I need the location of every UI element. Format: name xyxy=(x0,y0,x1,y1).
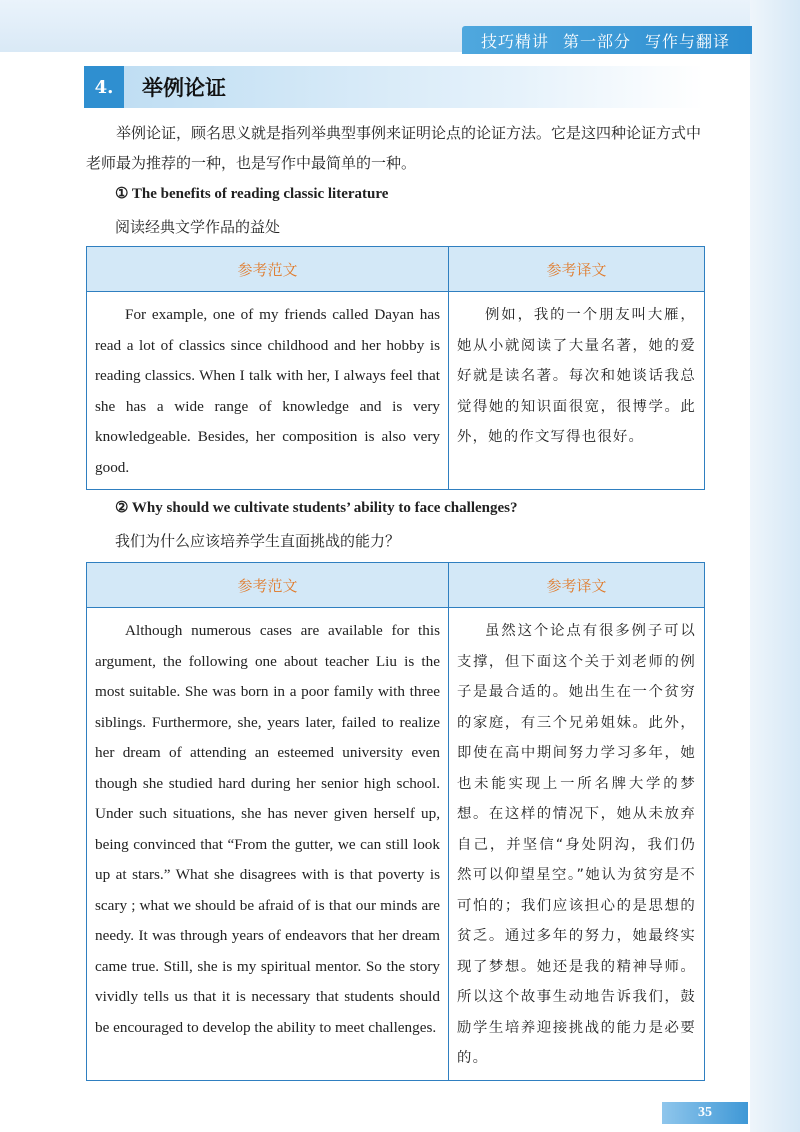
topic-2-essay-en: Although numerous cases are available for this argument, the following one about teacher Liu is the most suitable. She was born in a poor family with three siblings. Furthermore, she, years later, failed to realize her dream of attending an esteemed university even though she studied hard during her senior high school. Under such situations, she has never given herself up, being convinced that “From the gutter, we can still look up at stars.” What she disagrees with is that poverty is scary ; what we should be afraid of is that our minds are needy. It was through years of endeavors that her dream came true. Still, she is my spiritual mentor. So the story vividly tells us that it is necessary that students should be encouraged to develop the ability to meet challenges. xyxy=(87,608,449,1081)
page-number: 35 xyxy=(662,1102,748,1124)
chapter-header-tab xyxy=(462,26,752,54)
topic-2-essay-table xyxy=(86,562,705,1081)
topic-2-heading-zh: 我们为什么应该培养学生直面挑战的能力？ xyxy=(115,532,401,550)
topic-1-heading-en: ① The benefits of reading classic literature xyxy=(115,186,389,202)
sample-essay-header: 参考范文 xyxy=(87,247,449,292)
header-tab-item: 技巧精讲 xyxy=(480,31,549,51)
header-tab-item: 第一部分 xyxy=(562,31,631,51)
translation-header: 参考译文 xyxy=(449,563,705,608)
header-tab-item: 写作与翻译 xyxy=(644,31,730,51)
section-title: 举例论证 xyxy=(142,76,226,100)
topic-1-essay-zh: 例如，我的一个朋友叫大雁，她从小就阅读了大量名著，她的爱好就是读名著。每次和她谈话我总觉得她的知识面很宽，很博学。此外，她的作文写得也很好。 xyxy=(449,292,705,490)
topic-2-heading-en: ② Why should we cultivate students’ ability to face challenges? xyxy=(115,500,518,516)
intro-paragraph: 举例论证，顾名思义就是指列举典型事例来证明论点的论证方法。它是这四种论证方式中老师最为推荐的一种，也是写作中最简单的一种。 xyxy=(86,124,702,172)
translation-header: 参考译文 xyxy=(449,247,705,292)
section-number-badge: 4. xyxy=(84,66,124,108)
topic-1-essay-en: For example, one of my friends called Dayan has read a lot of classics since childhood and her hobby is reading classics. When I talk with her, I always feel that she has a wide range of knowledge and is very knowledgeable. Besides, her composition is also very good. xyxy=(87,292,449,490)
topic-2-essay-zh: 虽然这个论点有很多例子可以支撑，但下面这个关于刘老师的例子是最合适的。她出生在一个贫穷的家庭，有三个兄弟姐妹。此外，即使在高中期间努力学习多年，她也未能实现上一所名牌大学的梦想。在这样的情况下，她从未放弃自己，并坚信“身处阴沟，我们仍然可以仰望星空。”她认为贫穷是不可怕的；我们应该担心的是思想的贫乏。通过多年的努力，她最终实现了梦想。她还是我的精神导师。所以这个故事生动地告诉我们，鼓励学生培养迎接挑战的能力是必要的。 xyxy=(449,608,705,1081)
topic-1-heading-zh: 阅读经典文学作品的益处 xyxy=(115,218,281,236)
sample-essay-header: 参考范文 xyxy=(87,563,449,608)
page-edge-decoration xyxy=(750,0,800,1132)
topic-1-essay-table xyxy=(86,246,705,490)
